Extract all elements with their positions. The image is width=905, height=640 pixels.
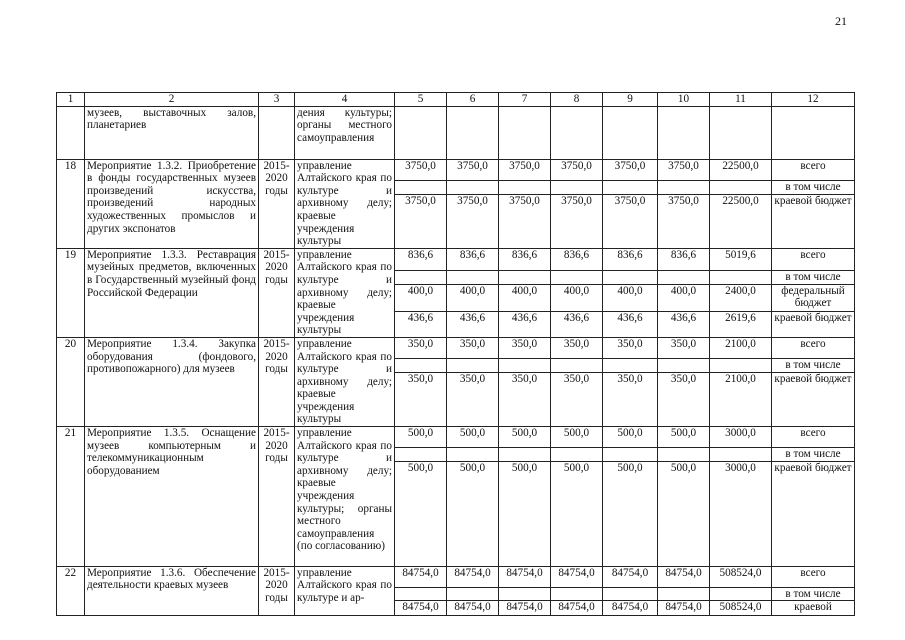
empty-value-cell <box>658 587 710 601</box>
value-cell: 3000,0 <box>710 427 772 448</box>
executor-cell: дения культуры; органы местного самоуправления <box>295 106 395 159</box>
value-cell: 500,0 <box>551 461 603 566</box>
value-cell: 3750,0 <box>395 194 447 248</box>
funding-source-cell: в том числе <box>772 270 855 284</box>
value-cell: 436,6 <box>551 311 603 337</box>
value-cell: 508524,0 <box>710 566 772 587</box>
column-header-4: 4 <box>295 93 395 107</box>
value-cell: 2400,0 <box>710 284 772 311</box>
value-cell: 350,0 <box>447 373 499 427</box>
empty-value-cell <box>395 180 447 194</box>
value-cell: 350,0 <box>447 337 499 358</box>
funding-source-cell: всего <box>772 337 855 358</box>
row-number-cell: 21 <box>57 427 85 567</box>
funding-source-cell: краевой бюджет <box>772 311 855 337</box>
column-header-6: 6 <box>447 93 499 107</box>
value-cell: 3750,0 <box>447 194 499 248</box>
activity-name-cell: Мероприятие 1.3.5. Оснащение музеев компьютерным и телекоммуникационным оборудованием <box>85 427 259 567</box>
value-cell: 84754,0 <box>447 566 499 587</box>
value-cell: 3750,0 <box>603 159 658 180</box>
funding-source-cell: в том числе <box>772 359 855 373</box>
activity-name-cell: музеев, выставочных залов, планетариев <box>85 106 259 159</box>
value-cell: 84754,0 <box>551 566 603 587</box>
value-cell: 350,0 <box>603 337 658 358</box>
value-cell: 436,6 <box>603 311 658 337</box>
funding-source-cell: краевой бюджет <box>772 373 855 427</box>
activity-name-cell: Мероприятие 1.3.3. Реставрация музейных предметов, включенных в Государственный музейный фонд Российской Федерации <box>85 248 259 337</box>
value-cell: 350,0 <box>658 337 710 358</box>
value-cell: 3750,0 <box>395 159 447 180</box>
column-number-header <box>57 93 855 107</box>
value-cell: 500,0 <box>551 427 603 448</box>
activity-row-total <box>57 566 855 587</box>
column-header-9: 9 <box>603 93 658 107</box>
value-cell: 84754,0 <box>658 566 710 587</box>
empty-value-cell <box>551 359 603 373</box>
value-cell: 436,6 <box>499 311 551 337</box>
value-cell: 84754,0 <box>499 566 551 587</box>
value-cell: 500,0 <box>658 427 710 448</box>
value-cell: 3750,0 <box>551 159 603 180</box>
value-cell: 84754,0 <box>395 601 447 616</box>
row-number-cell: 22 <box>57 566 85 616</box>
executor-cell: управление Алтайского края по культуре и ар- <box>295 566 395 616</box>
value-cell: 508524,0 <box>710 601 772 616</box>
funding-source-cell: краевой <box>772 601 855 616</box>
row-number-cell: 18 <box>57 159 85 248</box>
empty-value-cell <box>658 180 710 194</box>
empty-value-cell <box>395 359 447 373</box>
empty-value-cell <box>499 180 551 194</box>
empty-value-cell <box>499 448 551 462</box>
empty-value-cell <box>447 448 499 462</box>
value-cell: 836,6 <box>447 248 499 270</box>
funding-source-cell: в том числе <box>772 180 855 194</box>
value-cell: 400,0 <box>447 284 499 311</box>
value-cell: 84754,0 <box>499 601 551 616</box>
value-cell: 400,0 <box>499 284 551 311</box>
activity-row-total <box>57 337 855 358</box>
column-header-11: 11 <box>710 93 772 107</box>
value-cell: 836,6 <box>603 248 658 270</box>
value-cell: 500,0 <box>603 427 658 448</box>
column-header-2: 2 <box>85 93 259 107</box>
value-cell: 436,6 <box>658 311 710 337</box>
value-cell: 836,6 <box>551 248 603 270</box>
empty-value-cell <box>603 270 658 284</box>
value-cell: 500,0 <box>603 461 658 566</box>
period-cell: 2015-2020 годы <box>259 159 295 248</box>
column-header-5: 5 <box>395 93 447 107</box>
value-cell: 500,0 <box>447 427 499 448</box>
period-cell: 2015-2020 годы <box>259 566 295 616</box>
empty-value-cell <box>710 180 772 194</box>
empty-value-cell <box>710 587 772 601</box>
value-cell: 500,0 <box>499 427 551 448</box>
activity-name-cell: Мероприятие 1.3.6. Обеспечение деятельности краевых музеев <box>85 566 259 616</box>
value-cell: 500,0 <box>499 461 551 566</box>
funding-source-cell: всего <box>772 159 855 180</box>
value-cell: 3750,0 <box>658 194 710 248</box>
column-header-3: 3 <box>259 93 295 107</box>
empty-value-cell <box>499 359 551 373</box>
row-number-cell: 19 <box>57 248 85 337</box>
program-activities-table <box>56 92 855 616</box>
empty-value-cell <box>551 448 603 462</box>
value-cell: 84754,0 <box>658 601 710 616</box>
empty-value-cell <box>499 270 551 284</box>
funding-source-cell: всего <box>772 566 855 587</box>
column-header-12: 12 <box>772 93 855 107</box>
activity-name-cell: Мероприятие 1.3.2. Приобретение в фонды государственных музеев произведений искусства, произведений народных художественных промыслов и других экспонатов <box>85 159 259 248</box>
row-number-cell: 20 <box>57 337 85 426</box>
empty-value-cell <box>603 448 658 462</box>
empty-value-cell <box>658 359 710 373</box>
value-cell: 3750,0 <box>499 194 551 248</box>
continuation-row <box>57 106 855 159</box>
table-body <box>57 93 855 616</box>
empty-value-cell <box>447 359 499 373</box>
period-cell <box>259 106 295 159</box>
empty-value-cell <box>551 270 603 284</box>
value-cell: 500,0 <box>395 461 447 566</box>
value-cell: 3750,0 <box>499 159 551 180</box>
value-cell: 500,0 <box>658 461 710 566</box>
value-cell: 350,0 <box>499 373 551 427</box>
funding-source-cell: краевой бюджет <box>772 194 855 248</box>
value-cell: 436,6 <box>447 311 499 337</box>
value-cell: 436,6 <box>395 311 447 337</box>
value-cell: 350,0 <box>499 337 551 358</box>
empty-value-cell <box>551 587 603 601</box>
value-cell: 500,0 <box>447 461 499 566</box>
row-number-cell <box>57 106 85 159</box>
value-cell: 2100,0 <box>710 337 772 358</box>
value-cell: 350,0 <box>603 373 658 427</box>
value-cell: 84754,0 <box>603 601 658 616</box>
value-cell: 3750,0 <box>447 159 499 180</box>
empty-value-cell <box>447 180 499 194</box>
value-cell: 836,6 <box>499 248 551 270</box>
column-header-10: 10 <box>658 93 710 107</box>
funding-source-cell: краевой бюджет <box>772 461 855 566</box>
period-cell: 2015-2020 годы <box>259 337 295 426</box>
value-cell: 84754,0 <box>603 566 658 587</box>
value-cell: 350,0 <box>658 373 710 427</box>
empty-value-cell <box>447 270 499 284</box>
value-cell: 400,0 <box>658 284 710 311</box>
value-cell: 84754,0 <box>551 601 603 616</box>
value-cell: 3750,0 <box>658 159 710 180</box>
value-cell: 350,0 <box>551 337 603 358</box>
activity-row-total <box>57 248 855 270</box>
value-cell: 22500,0 <box>710 194 772 248</box>
empty-value-cell <box>395 270 447 284</box>
value-cell: 350,0 <box>395 337 447 358</box>
value-cell: 3750,0 <box>551 194 603 248</box>
value-cell: 84754,0 <box>395 566 447 587</box>
value-cell: 400,0 <box>395 284 447 311</box>
empty-value-cell <box>551 180 603 194</box>
empty-value-cell <box>710 448 772 462</box>
period-cell: 2015-2020 годы <box>259 248 295 337</box>
value-cell: 2619,6 <box>710 311 772 337</box>
column-header-1: 1 <box>57 93 85 107</box>
column-header-7: 7 <box>499 93 551 107</box>
empty-value-cell <box>710 270 772 284</box>
activity-name-cell: Мероприятие 1.3.4. Закупка оборудования (фондового, противопожарного) для музеев <box>85 337 259 426</box>
value-cell: 350,0 <box>395 373 447 427</box>
funding-source-cell: в том числе <box>772 448 855 462</box>
executor-cell: управление Алтайского края по культуре и архивному делу; краевые учреждения культуры <box>295 248 395 337</box>
value-cell: 2100,0 <box>710 373 772 427</box>
empty-value-cell <box>603 587 658 601</box>
value-cell: 400,0 <box>551 284 603 311</box>
activity-row-total <box>57 427 855 448</box>
value-cell: 400,0 <box>603 284 658 311</box>
funding-source-cell: всего <box>772 427 855 448</box>
empty-value-cell <box>395 587 447 601</box>
column-header-8: 8 <box>551 93 603 107</box>
empty-value-cell <box>395 448 447 462</box>
funding-source-cell: в том числе <box>772 587 855 601</box>
funding-source-cell: федеральный бюджет <box>772 284 855 311</box>
empty-value-cell <box>658 270 710 284</box>
value-cell: 22500,0 <box>710 159 772 180</box>
executor-cell: управление Алтайского края по культуре и архивному делу; краевые учреждения культуры; органы местного самоуправления (по согласованию) <box>295 427 395 567</box>
executor-cell: управление Алтайского края по культуре и архивному делу; краевые учреждения культуры <box>295 159 395 248</box>
empty-value-cell <box>658 448 710 462</box>
value-cell: 836,6 <box>395 248 447 270</box>
empty-value-cell <box>447 587 499 601</box>
activity-row-total <box>57 159 855 180</box>
value-cell: 836,6 <box>658 248 710 270</box>
value-cell: 5019,6 <box>710 248 772 270</box>
empty-value-cell <box>710 359 772 373</box>
empty-value-cell <box>603 359 658 373</box>
value-cell: 3750,0 <box>603 194 658 248</box>
value-cell: 84754,0 <box>447 601 499 616</box>
funding-source-cell: всего <box>772 248 855 270</box>
executor-cell: управление Алтайского края по культуре и архивному делу; краевые учреждения культуры <box>295 337 395 426</box>
page-number: 21 <box>835 14 847 28</box>
value-cell: 3000,0 <box>710 461 772 566</box>
value-cell: 500,0 <box>395 427 447 448</box>
period-cell: 2015-2020 годы <box>259 427 295 567</box>
empty-value-cell <box>603 180 658 194</box>
value-cell: 350,0 <box>551 373 603 427</box>
empty-value-cell <box>499 587 551 601</box>
